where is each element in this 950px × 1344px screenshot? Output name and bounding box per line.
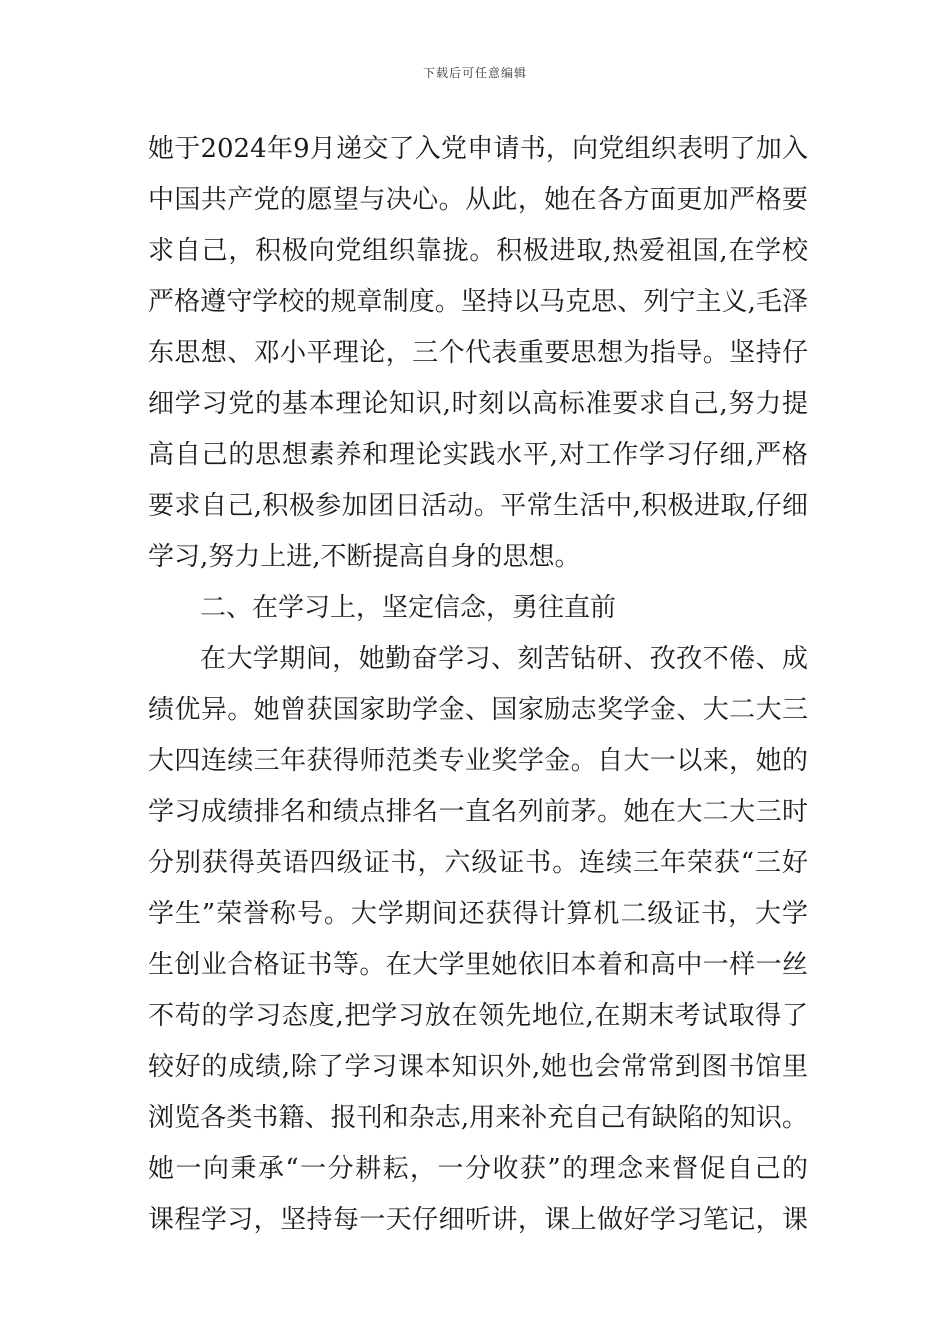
text-line-18: 不苟的学习态度,把学习放在领先地位,在期末考试取得了 <box>148 1001 808 1031</box>
text-line-16: 学生”荣誉称号。大学期间还获得计算机二级证书，大学 <box>148 899 808 929</box>
text-line-14: 学习成绩排名和绩点排名一直名列前茅。她在大二大三时 <box>148 797 808 827</box>
text-line-5: 东思想、邓小平理论，三个代表重要思想为指导。坚持仔 <box>148 338 808 368</box>
text-line-21: 她一向秉承“一分耕耘，一分收获”的理念来督促自己的 <box>148 1154 808 1184</box>
document-body <box>148 124 808 1246</box>
text-line-7: 高自己的思想素养和理论实践水平,对工作学习仔细,严格 <box>148 440 808 470</box>
text-line-9: 学习,努力上进,不断提高自身的思想。 <box>148 542 581 572</box>
text-line-11: 在大学期间，她勤奋学习、刻苦钻研、孜孜不倦、成 <box>200 644 808 674</box>
text-line-22: 课程学习，坚持每一天仔细听讲，课上做好学习笔记，课 <box>148 1205 808 1235</box>
text-line-2: 中国共产党的愿望与决心。从此，她在各方面更加严格要 <box>148 185 808 215</box>
text-line-17: 生创业合格证书等。在大学里她依旧本着和高中一样一丝 <box>148 950 808 980</box>
header-note: 下载后可任意编辑 <box>422 66 527 80</box>
text-line-8: 要求自己,积极参加团日活动。平常生活中,积极进取,仔细 <box>148 491 808 521</box>
text-line-12: 绩优异。她曾获国家助学金、国家励志奖学金、大二大三 <box>148 695 808 725</box>
text-line-19: 较好的成绩,除了学习课本知识外,她也会常常到图书馆里 <box>148 1052 808 1082</box>
text-line-1: 她于2024年9月递交了入党申请书，向党组织表明了加入 <box>148 134 808 164</box>
text-line-20: 浏览各类书籍、报刊和杂志,用来补充自己有缺陷的知识。 <box>148 1103 808 1133</box>
text-line-6: 细学习党的基本理论知识,时刻以高标准要求自己,努力提 <box>148 389 808 419</box>
text-line-4: 严格遵守学校的规章制度。坚持以马克思、列宁主义,毛泽 <box>148 287 808 317</box>
section-heading: 二、在学习上，坚定信念，勇往直前 <box>200 593 617 623</box>
text-line-3: 求自己，积极向党组织靠拢。积极进取,热爱祖国,在学校 <box>148 236 808 266</box>
text-line-15: 分别获得英语四级证书，六级证书。连续三年荣获“三好 <box>148 848 808 878</box>
text-line-13: 大四连续三年获得师范类专业奖学金。自大一以来，她的 <box>148 746 808 776</box>
